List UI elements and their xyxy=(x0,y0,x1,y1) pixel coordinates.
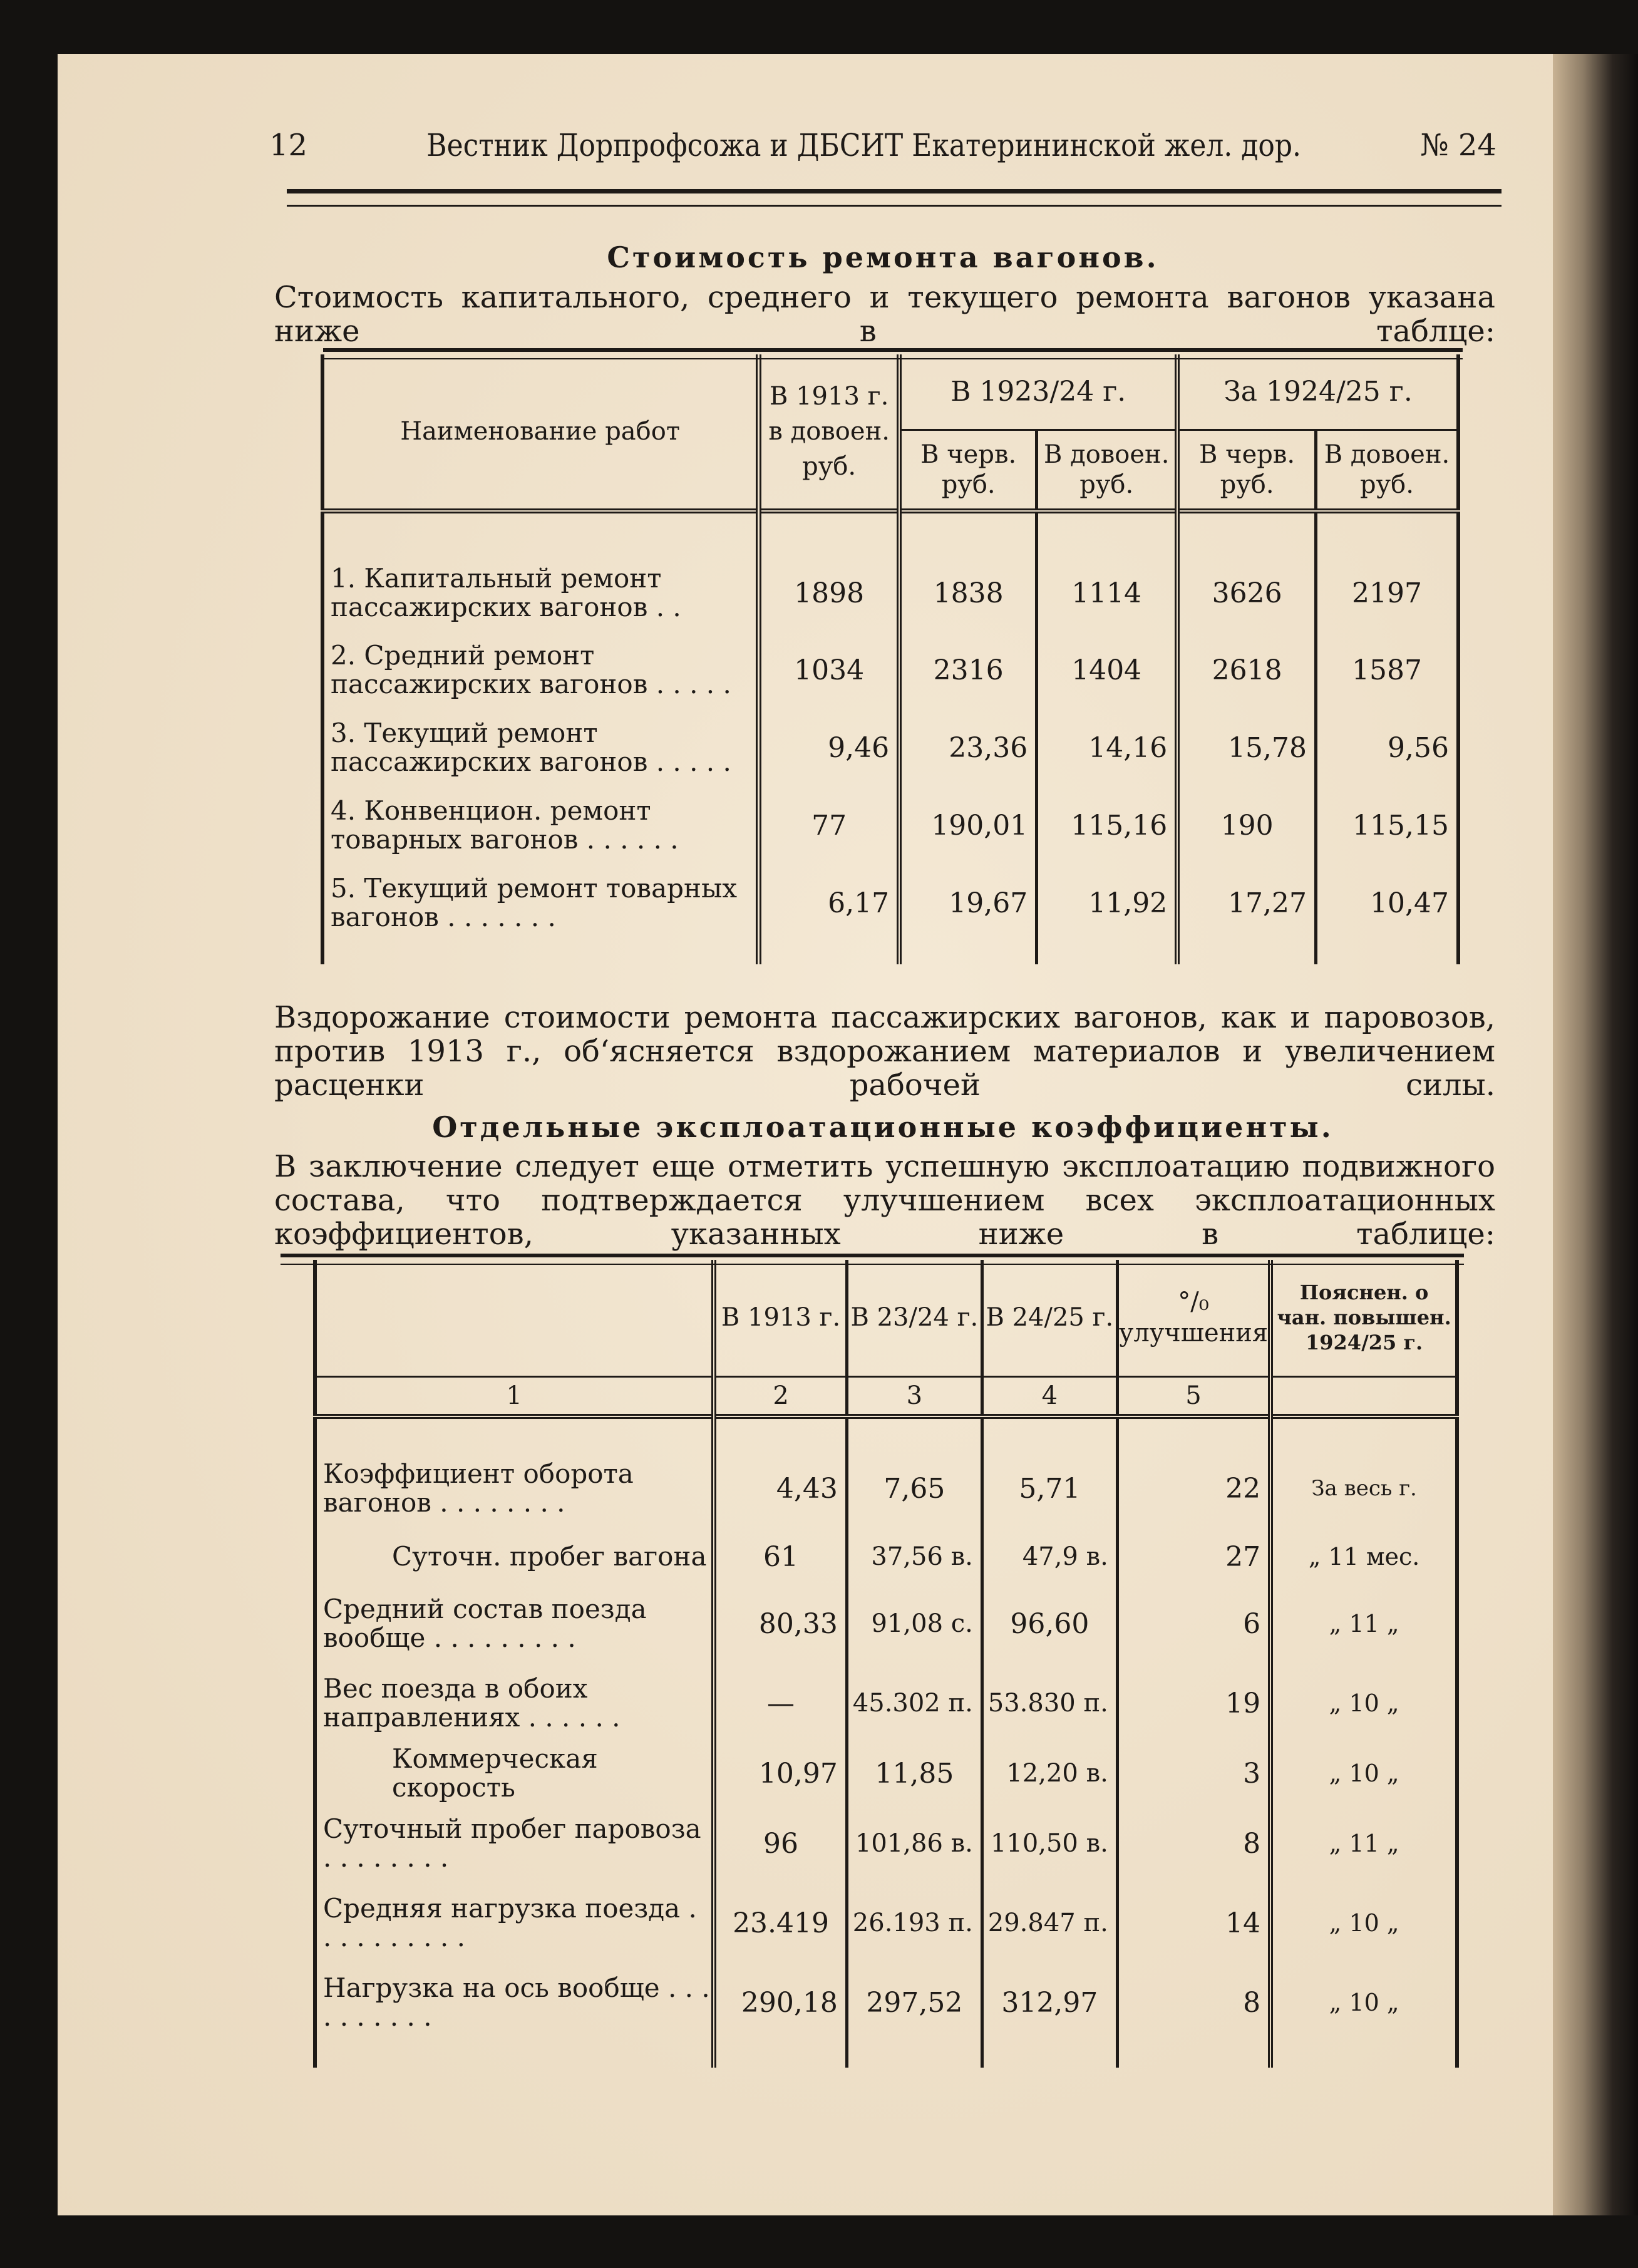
col-header-1913: В 1913 г. в довоен. руб. xyxy=(759,354,899,511)
table-row xyxy=(322,709,1458,786)
cell-2324: 101,86 в. xyxy=(847,1803,982,1884)
cell-2425: 29.847 п. xyxy=(982,1884,1117,1962)
row-name: Средняя нагрузка поезда . . . . . . . . . . xyxy=(315,1884,714,1962)
table-row xyxy=(322,864,1458,942)
cell-1913: 10,97 xyxy=(714,1743,847,1803)
cell-1924-dovoen: 10,47 xyxy=(1316,864,1458,942)
cell-1913: 9,46 xyxy=(759,709,899,786)
cell-1924-cherv: 2618 xyxy=(1177,631,1316,709)
cell-note: „ 10 „ xyxy=(1270,1962,1457,2043)
col-group-1924: За 1924/25 г. xyxy=(1177,354,1458,430)
cell-1924-dovoen: 9,56 xyxy=(1316,709,1458,786)
cell-1924-cherv: 15,78 xyxy=(1177,709,1316,786)
table-row xyxy=(315,1803,1457,1884)
row-name: 2. Средний ремонт пассажирских вагонов . . . . . xyxy=(322,631,759,709)
cell-1923-dovoen: 11,92 xyxy=(1037,864,1178,942)
row-name: 3. Текущий ремонт пассажирских вагонов . . . . . xyxy=(322,709,759,786)
col-number-2: 2 xyxy=(714,1376,847,1416)
cell-1913: 80,33 xyxy=(714,1584,847,1663)
col-header-1924-dovoen: В довоен. руб. xyxy=(1316,430,1458,511)
cell-2425: 96,60 xyxy=(982,1584,1117,1663)
cell-improvement: 22 xyxy=(1117,1448,1270,1529)
section2-intro: В заключение следует еще отметить успешную эксплоатацию подвижного состава, что подтверждается улучшением всех эксплоатационных коэффициентов, указанных ниже в таблице: xyxy=(274,1149,1495,1252)
journal-title: Вестник Дорпрофсожа и ДБСИТ Екатерининской жел. дор. xyxy=(426,127,1302,163)
cell-2425: 110,50 в. xyxy=(982,1803,1117,1884)
table-row xyxy=(315,1584,1457,1663)
table-row xyxy=(315,1529,1457,1584)
repair-cost-table xyxy=(321,354,1460,964)
cell-note: „ 11 „ xyxy=(1270,1584,1457,1663)
cell-1913: 6,17 xyxy=(759,864,899,942)
cell-2425: 5,71 xyxy=(982,1448,1117,1529)
row-name: Средний состав поезда вообще . . . . . . . . . xyxy=(315,1584,714,1663)
table-row xyxy=(315,1663,1457,1743)
header-rule xyxy=(287,189,1502,207)
row-name: Суточный пробег паровоза . . . . . . . . xyxy=(315,1803,714,1884)
paragraph-price-increase: Вздорожание стоимости ремонта пассажирских вагонов, как и паровозов, против 1913 г., об‘ясняется вздорожанием материалов и увеличением расценки рабочей силы. xyxy=(274,1000,1495,1103)
coefficients-table xyxy=(313,1260,1459,2068)
cell-2324: 45.302 п. xyxy=(847,1663,982,1743)
col-header-1913: В 1913 г. xyxy=(714,1260,847,1376)
col-header-notes: Пояснен. о чан. повышен. 1924/25 г. xyxy=(1270,1260,1457,1376)
issue-number: № 24 xyxy=(1420,128,1496,163)
cell-note: „ 10 „ xyxy=(1270,1663,1457,1743)
cell-1913: 1898 xyxy=(759,555,899,631)
cell-1923-dovoen: 1114 xyxy=(1037,555,1178,631)
cell-2425: 47,9 в. xyxy=(982,1529,1117,1584)
col-number-1: 1 xyxy=(315,1376,714,1416)
table-row xyxy=(322,786,1458,864)
row-name: 4. Конвенцион. ремонт товарных вагонов . . . . . . xyxy=(322,786,759,864)
col-header-name xyxy=(315,1260,714,1376)
col-header-improvement: °/₀ улучшения xyxy=(1117,1260,1270,1376)
cell-1924-dovoen: 115,15 xyxy=(1316,786,1458,864)
col-number-3: 3 xyxy=(847,1376,982,1416)
cell-1923-cherv: 1838 xyxy=(899,555,1037,631)
cell-note: „ 10 „ xyxy=(1270,1884,1457,1962)
cell-1924-cherv: 190 xyxy=(1177,786,1316,864)
cell-2425: 53.830 п. xyxy=(982,1663,1117,1743)
cell-2425: 12,20 в. xyxy=(982,1743,1117,1803)
cell-1913: 290,18 xyxy=(714,1962,847,2043)
cell-note: За весь г. xyxy=(1270,1448,1457,1529)
cell-1913: — xyxy=(714,1663,847,1743)
cell-improvement: 14 xyxy=(1117,1884,1270,1962)
cell-1913: 23.419 xyxy=(714,1884,847,1962)
cell-1923-cherv: 23,36 xyxy=(899,709,1037,786)
cell-1923-cherv: 19,67 xyxy=(899,864,1037,942)
table-row xyxy=(322,555,1458,631)
row-name: Вес поезда в обоих направлениях . . . . . . xyxy=(315,1663,714,1743)
cell-2324: 7,65 xyxy=(847,1448,982,1529)
cell-1923-dovoen: 14,16 xyxy=(1037,709,1178,786)
cell-1913: 61 xyxy=(714,1529,847,1584)
cell-1923-dovoen: 1404 xyxy=(1037,631,1178,709)
section-heading-repair-cost: Стоимость ремонта вагонов. xyxy=(607,240,1159,274)
cell-2425: 312,97 xyxy=(982,1962,1117,2043)
row-name: Коммерческая скорость xyxy=(315,1743,714,1803)
table-row xyxy=(315,1884,1457,1962)
cell-1924-dovoen: 2197 xyxy=(1316,555,1458,631)
cell-2324: 91,08 с. xyxy=(847,1584,982,1663)
cell-1923-cherv: 2316 xyxy=(899,631,1037,709)
cell-1913: 4,43 xyxy=(714,1448,847,1529)
running-head xyxy=(269,108,1496,183)
cell-2324: 37,56 в. xyxy=(847,1529,982,1584)
col-header-2324: В 23/24 г. xyxy=(847,1260,982,1376)
table-row xyxy=(322,631,1458,709)
col-header-1924-cherv: В черв. руб. xyxy=(1177,430,1316,511)
cell-1913: 96 xyxy=(714,1803,847,1884)
table-row xyxy=(315,1962,1457,2043)
cell-1923-cherv: 190,01 xyxy=(899,786,1037,864)
section1-intro: Стоимость капитального, среднего и текущего ремонта вагонов указана ниже в таблце: xyxy=(274,280,1495,349)
cell-2324: 297,52 xyxy=(847,1962,982,2043)
cell-1924-cherv: 3626 xyxy=(1177,555,1316,631)
col-number-4: 4 xyxy=(982,1376,1117,1416)
cell-improvement: 6 xyxy=(1117,1584,1270,1663)
cell-2324: 11,85 xyxy=(847,1743,982,1803)
col-header-1923-dovoen: В довоен. руб. xyxy=(1037,430,1178,511)
cell-improvement: 8 xyxy=(1117,1803,1270,1884)
row-name: 5. Текущий ремонт товарных вагонов . . . . . . . xyxy=(322,864,759,942)
table-row xyxy=(315,1448,1457,1529)
cell-note: „ 11 мес. xyxy=(1270,1529,1457,1584)
cell-1924-cherv: 17,27 xyxy=(1177,864,1316,942)
col-header-name: Наименование работ xyxy=(322,354,759,511)
cell-note: „ 10 „ xyxy=(1270,1743,1457,1803)
section-heading-coefficients: Отдельные эксплоатационные коэффициенты. xyxy=(432,1110,1334,1144)
row-name: Коэффициент оборота вагонов . . . . . . . . xyxy=(315,1448,714,1529)
cell-improvement: 27 xyxy=(1117,1529,1270,1584)
col-number-5: 5 xyxy=(1117,1376,1270,1416)
cell-improvement: 19 xyxy=(1117,1663,1270,1743)
cell-improvement: 8 xyxy=(1117,1962,1270,2043)
page-number: 12 xyxy=(269,128,308,163)
cell-improvement: 3 xyxy=(1117,1743,1270,1803)
row-name: Нагрузка на ось вообще . . . . . . . . . . xyxy=(315,1962,714,2043)
col-group-1923: В 1923/24 г. xyxy=(899,354,1177,430)
row-name: 1. Капитальный ремонт пассажирских вагонов . . xyxy=(322,555,759,631)
cell-note: „ 11 „ xyxy=(1270,1803,1457,1884)
cell-1923-dovoen: 115,16 xyxy=(1037,786,1178,864)
col-number-6 xyxy=(1270,1376,1457,1416)
cell-2324: 26.193 п. xyxy=(847,1884,982,1962)
cell-1913: 77 xyxy=(759,786,899,864)
cell-1913: 1034 xyxy=(759,631,899,709)
col-header-1923-cherv: В черв. руб. xyxy=(899,430,1037,511)
row-name: Суточн. пробег вагона xyxy=(315,1529,714,1584)
col-header-2425: В 24/25 г. xyxy=(982,1260,1117,1376)
book-spine-shadow xyxy=(1553,54,1638,2215)
cell-1924-dovoen: 1587 xyxy=(1316,631,1458,709)
table-row xyxy=(315,1743,1457,1803)
